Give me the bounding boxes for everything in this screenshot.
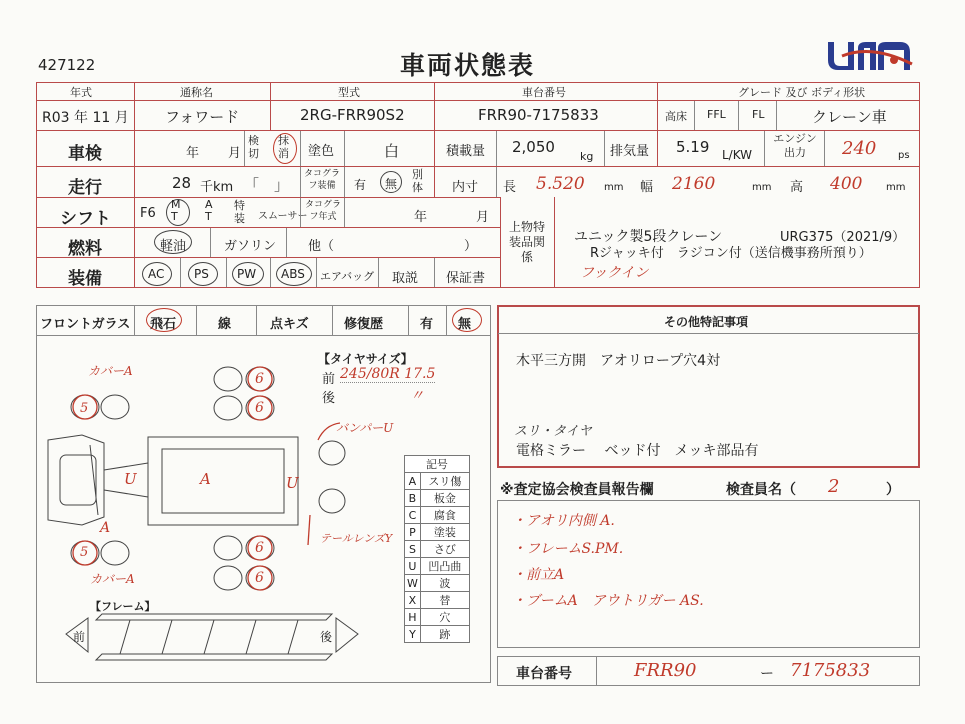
len-value: 5.520 xyxy=(536,174,585,194)
tacho-nashi: 無 xyxy=(385,177,398,191)
report-note-3: ・前立A xyxy=(512,567,565,583)
report-note-4: ・ブームA アウトリガー AS. xyxy=(512,593,704,609)
mark-cover-a-top: カバーA xyxy=(88,364,133,378)
frame-label: 【フレーム】 xyxy=(90,600,156,613)
code-key: S xyxy=(405,541,421,558)
code-desc: 凹凸曲 xyxy=(420,558,469,575)
equip-manual: 取説 xyxy=(392,271,419,286)
fuel-gasoline: ガソリン xyxy=(224,239,277,254)
mileage-value: 28 xyxy=(172,174,192,192)
equip-airbag: エアバッグ xyxy=(320,270,375,283)
mark-tire-6-a: 6 xyxy=(255,371,264,387)
tacho-label: タコグラフ装備 xyxy=(303,169,340,191)
code-desc: さび xyxy=(420,541,469,558)
model-value: 2RG-FRR90S2 xyxy=(300,106,405,124)
other-line1: 木平三方開 アオリロープ穴4対 xyxy=(516,353,721,369)
mark-cover-a-bottom: カバーA xyxy=(90,572,135,586)
code-key: U xyxy=(405,558,421,575)
shaken-month: 月 xyxy=(228,146,242,161)
load-label: 積載量 xyxy=(446,144,486,159)
mark-cab-u: U xyxy=(124,470,137,488)
equip-warranty: 保証書 xyxy=(446,271,486,286)
special-line1: ユニック製5段クレーン xyxy=(574,229,723,245)
masshou: 抹消 xyxy=(278,134,289,160)
code-key: W xyxy=(405,575,421,592)
grade-item-ffl: FFL xyxy=(707,108,726,121)
shift-at: A T xyxy=(205,198,213,223)
glass-spot: 点キズ xyxy=(270,317,309,332)
load-value: 2,050 xyxy=(512,138,555,156)
glass-line: 線 xyxy=(218,317,232,332)
year-value: R03 年 11 月 xyxy=(42,110,129,126)
report-note-2: ・フレームS.PM. xyxy=(512,541,624,557)
naisun-label: 内寸 xyxy=(452,180,479,195)
len-unit: mm xyxy=(604,182,624,193)
wid-unit: mm xyxy=(752,182,772,193)
mileage-unit: 千km xyxy=(200,180,234,195)
equip-ac: AC xyxy=(148,267,165,281)
tacho-year: 年 xyxy=(414,210,428,225)
tire-front-label: 前 xyxy=(322,372,336,387)
special-hand-note: フックイン xyxy=(580,265,649,281)
shift-label: シフト xyxy=(60,209,111,229)
code-key: B xyxy=(405,490,421,507)
glass-label: フロントガラス xyxy=(40,317,131,332)
code-key: C xyxy=(405,507,421,524)
load-unit: kg xyxy=(580,150,594,163)
report-title: ※査定協会検査員報告欄 xyxy=(500,482,654,498)
equip-ps: PS xyxy=(194,267,209,281)
mileage-label: 走行 xyxy=(68,178,102,198)
mileage-bracket: 「 」 xyxy=(244,176,290,194)
disp-unit: L/KW xyxy=(722,148,753,162)
shift-tokusou: 特装 xyxy=(234,199,245,225)
frame-front: 前 xyxy=(73,630,86,644)
mark-tire-6-c: 6 xyxy=(255,540,264,556)
company-logo xyxy=(822,36,917,74)
page-title: 車両状態表 xyxy=(400,51,536,80)
tire-rear-label: 後 xyxy=(322,391,336,406)
tire-rear-value: 〃 xyxy=(410,388,424,404)
grade-item-high: 高床 xyxy=(665,110,687,123)
kengiri: 検切 xyxy=(248,134,259,160)
code-desc: 跡 xyxy=(420,626,469,643)
code-desc: 替 xyxy=(420,592,469,609)
inspector-label: 検査員名（ xyxy=(726,482,796,498)
hgt-value: 400 xyxy=(830,174,863,194)
name-label: 通称名 xyxy=(180,86,213,99)
shift-smoother: スムーサー xyxy=(258,211,308,222)
footer-chassis-label: 車台番号 xyxy=(516,666,572,682)
chassis-label: 車台番号 xyxy=(522,86,566,99)
grade-label: グレード 及び ボディ形状 xyxy=(738,86,866,99)
code-key: H xyxy=(405,609,421,626)
mark-tire-5-top: 5 xyxy=(80,401,89,416)
mark-bumper-u: バンパーU xyxy=(336,421,394,435)
other-line2: 電格ミラー ベッド付 メッキ部品有 xyxy=(516,443,759,459)
fuel-other: 他（ ） xyxy=(308,239,478,254)
glass-chip: 飛石 xyxy=(150,317,177,332)
mark-tire-6-d: 6 xyxy=(255,570,264,586)
code-key: A xyxy=(405,473,421,490)
glass-no: 無 xyxy=(458,317,472,332)
inspector-close: ） xyxy=(886,482,900,498)
chassis-value: FRR90-7175833 xyxy=(478,106,599,124)
code-desc: 穴 xyxy=(420,609,469,626)
inspector-value: 2 xyxy=(828,476,840,497)
model-label: 型式 xyxy=(338,86,360,99)
frame-diagram xyxy=(62,606,362,668)
shift-f6: F6 xyxy=(140,206,156,221)
code-desc: スリ傷 xyxy=(420,473,469,490)
report-note-1: ・アオリ内側 A. xyxy=(512,513,615,529)
footer-dash: ー xyxy=(760,666,774,682)
code-desc: 板金 xyxy=(420,490,469,507)
tacho-betsu: 別体 xyxy=(412,168,423,194)
code-key: X xyxy=(405,592,421,609)
code-desc: 腐食 xyxy=(420,507,469,524)
shift-mt: M T xyxy=(171,198,181,223)
code-desc: 塗装 xyxy=(420,524,469,541)
name-value: フォワード xyxy=(165,108,240,126)
frame-rear: 後 xyxy=(320,630,333,644)
hgt-unit: mm xyxy=(886,182,906,193)
equip-abs: ABS xyxy=(281,267,305,281)
tire-title: 【タイヤサイズ】 xyxy=(318,352,413,366)
mark-rear-u: U xyxy=(286,474,299,492)
color-value: 白 xyxy=(384,142,400,160)
code-key: P xyxy=(405,524,421,541)
damage-code-table xyxy=(404,455,470,643)
color-label: 塗色 xyxy=(308,144,335,159)
fuel-label: 燃料 xyxy=(68,239,102,259)
special-line2: Rジャッキ付 ラジコン付（送信機事務所預り） xyxy=(590,246,872,261)
disp-value: 5.19 xyxy=(676,138,710,156)
glass-yes: 有 xyxy=(420,317,434,332)
body-type: クレーン車 xyxy=(812,108,887,126)
tire-front-value: 245/80R 17.5 xyxy=(340,366,436,382)
hgt-label: 高 xyxy=(790,180,804,195)
glass-repair-history: 修復歴 xyxy=(344,317,384,332)
wid-label: 幅 xyxy=(640,180,654,195)
tacho-year-label: タコグラフ年式 xyxy=(304,200,341,222)
code-key: Y xyxy=(405,626,421,643)
other-title: その他特記事項 xyxy=(664,315,749,329)
year-label: 年式 xyxy=(70,86,92,99)
code-title: 記号 xyxy=(405,456,470,473)
engine-label: エンジン出力 xyxy=(773,132,817,159)
shaken-year: 年 xyxy=(186,146,200,161)
tacho-ari: 有 xyxy=(354,178,367,192)
footer-chassis-value1: FRR90 xyxy=(634,660,697,681)
shaken-label: 車検 xyxy=(68,144,102,164)
fuel-diesel: 軽油 xyxy=(160,239,187,254)
wid-value: 2160 xyxy=(672,174,716,194)
special-label: 上物特装品関係 xyxy=(508,220,545,264)
engine-value: 240 xyxy=(842,138,877,159)
tacho-month: 月 xyxy=(476,210,490,225)
mark-tail-lens-y: テールレンズY xyxy=(320,532,393,545)
mark-front-a: A xyxy=(100,520,111,536)
mark-tire-5-bottom: 5 xyxy=(80,545,89,560)
doc-number: 427122 xyxy=(38,56,96,74)
equip-label: 装備 xyxy=(68,269,102,289)
disp-label: 排気量 xyxy=(610,144,650,159)
engine-unit: ps xyxy=(898,150,910,161)
len-label: 長 xyxy=(503,180,517,195)
truck-diagram xyxy=(40,345,400,605)
mark-tire-6-b: 6 xyxy=(255,400,264,416)
grade-item-fl: FL xyxy=(752,108,765,121)
footer-chassis-value2: 7175833 xyxy=(790,660,871,681)
code-desc: 波 xyxy=(420,575,469,592)
other-hand-note: スリ・タイヤ xyxy=(514,424,592,439)
equip-pw: PW xyxy=(237,267,257,281)
special-line1b: URG375（2021/9） xyxy=(780,230,906,245)
mark-bed-a: A xyxy=(200,470,211,488)
